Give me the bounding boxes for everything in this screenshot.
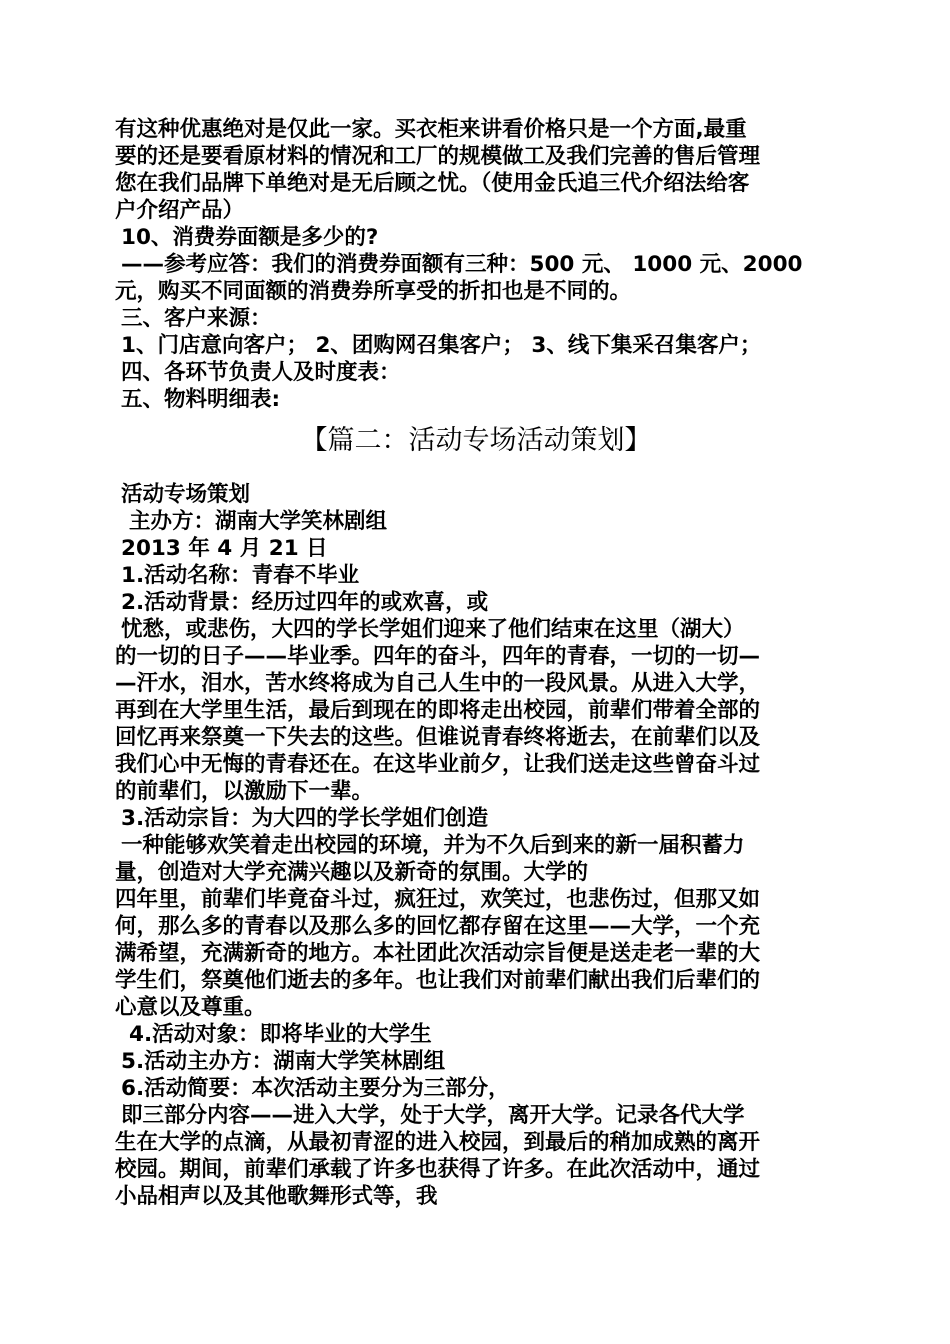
paragraph-line: 有这种优惠绝对是仅此一家。买衣柜来讲看价格只是一个方面,最重 [115, 117, 747, 142]
activity-summary-line: 6.活动简要：本次活动主要分为三部分， [121, 1076, 510, 1101]
organizer-line: 主办方：湖南大学笑林剧组 [129, 509, 388, 534]
paragraph-line: 的前辈们，以激励下一辈。 [115, 779, 374, 804]
customer-source-list: 1、门店意向客户； 2、团购网召集客户； 3、线下集采召集客户； [121, 333, 762, 358]
paragraph-line: 我们心中无悔的青春还在。在这毕业前夕，让我们送走这些曾奋斗过 [115, 752, 761, 777]
activity-background-line: 2.活动背景：经历过四年的或欢喜，或 [121, 590, 489, 615]
paragraph-line: 心意以及尊重。 [115, 995, 266, 1020]
paragraph-line: 量，创造对大学充满兴趣以及新奇的氛围。大学的 [115, 860, 589, 885]
question-heading: 10、消费券面额是多少的? [121, 225, 379, 250]
paragraph-line: 四年里，前辈们毕竟奋斗过，疯狂过，欢笑过，也悲伤过，但那又如 [115, 887, 761, 912]
paragraph-line: 小品相声以及其他歌舞形式等，我 [115, 1184, 438, 1209]
paragraph-line: 何，那么多的青春以及那么多的回忆都存留在这里——大学，一个充 [115, 914, 761, 939]
activity-target-line: 4.活动对象：即将毕业的大学生 [129, 1022, 432, 1047]
section-heading-materials: 五、物料明细表: [121, 387, 281, 412]
paragraph-line: 生在大学的点滴，从最初青涩的进入校园，到最后的稍加成熟的离开 [115, 1130, 761, 1155]
paragraph-line: 校园。期间，前辈们承载了许多也获得了许多。在此次活动中，通过 [115, 1157, 761, 1182]
paragraph-line: 忧愁，或悲伤，大四的学长学姐们迎来了他们结束在这里（湖大） [121, 617, 745, 642]
date-line: 2013 年 4 月 21 日 [121, 536, 328, 561]
activity-organizer-line: 5.活动主办方：湖南大学笑林剧组 [121, 1049, 446, 1074]
answer-line: 元，购买不同面额的消费券所享受的折扣也是不同的。 [115, 279, 632, 304]
activity-name-line: 1.活动名称：青春不毕业 [121, 563, 360, 588]
plan-title: 活动专场策划 [121, 482, 251, 507]
paragraph-line: 学生们，祭奠他们逝去的多年。也让我们对前辈们献出我们后辈们的 [115, 968, 761, 993]
answer-line: ——参考应答：我们的消费券面额有三种：500 元、 1000 元、2000 [121, 252, 803, 277]
paragraph-line: 回忆再来祭奠一下失去的这些。但谁说青春终将逝去，在前辈们以及 [115, 725, 761, 750]
paragraph-line: 户介绍产品） [115, 198, 245, 223]
paragraph-line: 您在我们品牌下单绝对是无后顾之忧。（使用金氏追三代介绍法给客 [115, 171, 750, 196]
paragraph-line: 再到在大学里生活，最后到现在的即将走出校园，前辈们带着全部的 [115, 698, 761, 723]
paragraph-line: 即三部分内容——进入大学，处于大学，离开大学。记录各代大学 [121, 1103, 745, 1128]
activity-purpose-line: 3.活动宗旨：为大四的学长学姐们创造 [121, 806, 489, 831]
paragraph-line: 一种能够欢笑着走出校园的环境，并为不久后到来的新一届积蓄力 [121, 833, 745, 858]
paragraph-line: 要的还是要看原材料的情况和工厂的规模做工及我们完善的售后管理 [115, 144, 761, 169]
paragraph-line: 满希望，充满新奇的地方。本社团此次活动宗旨便是送走老一辈的大 [115, 941, 761, 966]
section-heading-responsible: 四、各环节负责人及时度表： [121, 360, 401, 385]
paragraph-line: —汗水，泪水，苦水终将成为自己人生中的一段风景。从进入大学， [115, 671, 761, 696]
paragraph-line: 的一切的日子——毕业季。四年的奋斗，四年的青春，一切的一切— [115, 644, 761, 669]
document-page [115, 116, 837, 1210]
section-heading-customer-source: 三、客户来源： [121, 306, 272, 331]
section-title: 【篇二：活动专场活动策划】 [300, 425, 652, 456]
